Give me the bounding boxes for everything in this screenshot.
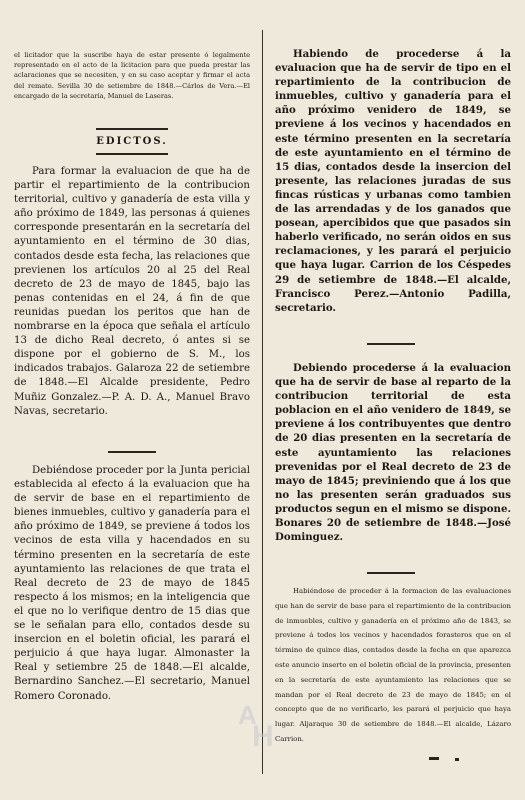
separator-rule bbox=[367, 572, 415, 574]
edict-carrion: Habiendo de procederse á la evaluacion que ha de servir de tipo en el repartimiento de la contribucion de inmuebles, cultivo y ganadería para el año próximo venidero de 1849, se previene á los vecinos y hacendados en este término presenten en la secretaría de este ayuntamiento en el término de 15 dias, contados desde la insercion del presente, las relaciones juradas de sus fincas rústicas y urbanas como tambien de las arrendadas y de los ganados que posean, apercibidos que que pasados sin haberlo verificado, no serán oidos en sus reclamaciones, y les parará el perjuicio que haya lugar. Carrion de los Céspedes 29 de setiembre de 1848.—El alcalde, Francisco Perez.—Antonio Padilla, secretario. bbox=[275, 48, 511, 314]
edict-aljaraque: Habiéndose de proceder á la formacion de las evaluaciones que han de servir de base para el repartimiento de la contribucion de inmuebles, cultivo y ganadería en el próximo año de 1843, se previene á todos los vecinos y hacendados forasteros que en el término de quince dias, contados desde la fecha en que aparezca este anuncio inserto en el boletin oficial de la provincia, presenten en la secretaría de este ayuntamiento las relaciones que se mandan por el Real decreto de 23 de mayo de 1845; en el concepto que de no verificarlo, les parará el perjuicio que haya lugar. Aljaraque 30 de setiembre de 1848.—El alcalde, Lázaro Carrion. bbox=[275, 587, 511, 743]
edict-galaroza: Para formar la evaluacion de que ha de partir el repartimiento de la contribucion territorial, cultivo y ganadería de esta villa y año próximo de 1849, las personas á quienes corresponde presentarán en la secretaría del ayuntamiento en el término de 30 dias, contados desde esta fecha, las relaciones que previenen los artículos 20 al 25 del Real decreto de 23 de mayo de 1845, bajo las penas contenidas en el 24, á fin de que reunidas puedan los peritos que han de nombrarse en la época que señala el artículo 13 de dicho Real decreto, ó antes si se dispone por el gobierno de S. M., los indicados trabajos. Galaroza 22 de setiembre de 1848.—El Alcalde presidente, Pedro Muñiz Gonzalez.—P. A. D. A., Manuel Bravo Navas, secretario. bbox=[14, 166, 250, 417]
library-watermark: H bbox=[252, 720, 275, 753]
heading-rule-top bbox=[96, 128, 168, 130]
heading-rule-bottom bbox=[96, 153, 168, 155]
top-notice: el licitador que la suscribe haya de estar presente ó legalmente representado en el acto de la licitacion para que pueda prestar las aclaraciones que se necesiten, y en su caso aceptar y firmar el acta del remate. Sevilla 30 de setiembre de 1848.—Cárlos de Vera.—El encargado de la secretaría, Manuel de Laseras. bbox=[14, 51, 250, 100]
separator-rule bbox=[108, 451, 156, 453]
edicts-heading: EDICTOS. bbox=[96, 136, 168, 147]
edict-almonaster: Debiéndose proceder por la Junta pericial establecida al efecto á la evaluacion que ha de servir de base en el repartimiento de bienes inmuebles, cultivo y ganadería para el año próximo de 1849, se previene á todos los vecinos de esta villa y hacendados en su término presenten en la secretaría de este ayuntamiento las relaciones de que trata el Real decreto de 23 de mayo de 1845 respecto á los mismos; en la inteligencia que el que no lo verifique dentro de 15 dias que se le señalan para ello, contados desde su insercion en el boletin oficial, les parará el perjuicio á que haya lugar. Almonaster la Real y setiembre 25 de 1848.—El alcalde, Bernardino Sanchez.—El secretario, Manuel Romero Coronado. bbox=[14, 465, 250, 702]
closing-ornament-left bbox=[429, 757, 439, 760]
library-watermark: A bbox=[238, 700, 258, 730]
column-divider bbox=[262, 30, 263, 774]
closing-ornament-right bbox=[455, 758, 459, 761]
edict-bonares: Debiendo procederse á la evaluacion que ha de servir de base al reparto de la contribucion territorial de esta poblacion en el año venidero de 1849, se previene á los contribuyentes que dentro de 20 dias presenten en la secretaría de este ayuntamiento las relaciones prevenidas por el Real decreto de 23 de mayo de 1845; previniendo que á los que no las presenten serán graduados sus productos segun en el mismo se dispone. Bonares 20 de setiembre de 1848.—José Dominguez. bbox=[275, 362, 511, 544]
separator-rule bbox=[367, 343, 415, 345]
